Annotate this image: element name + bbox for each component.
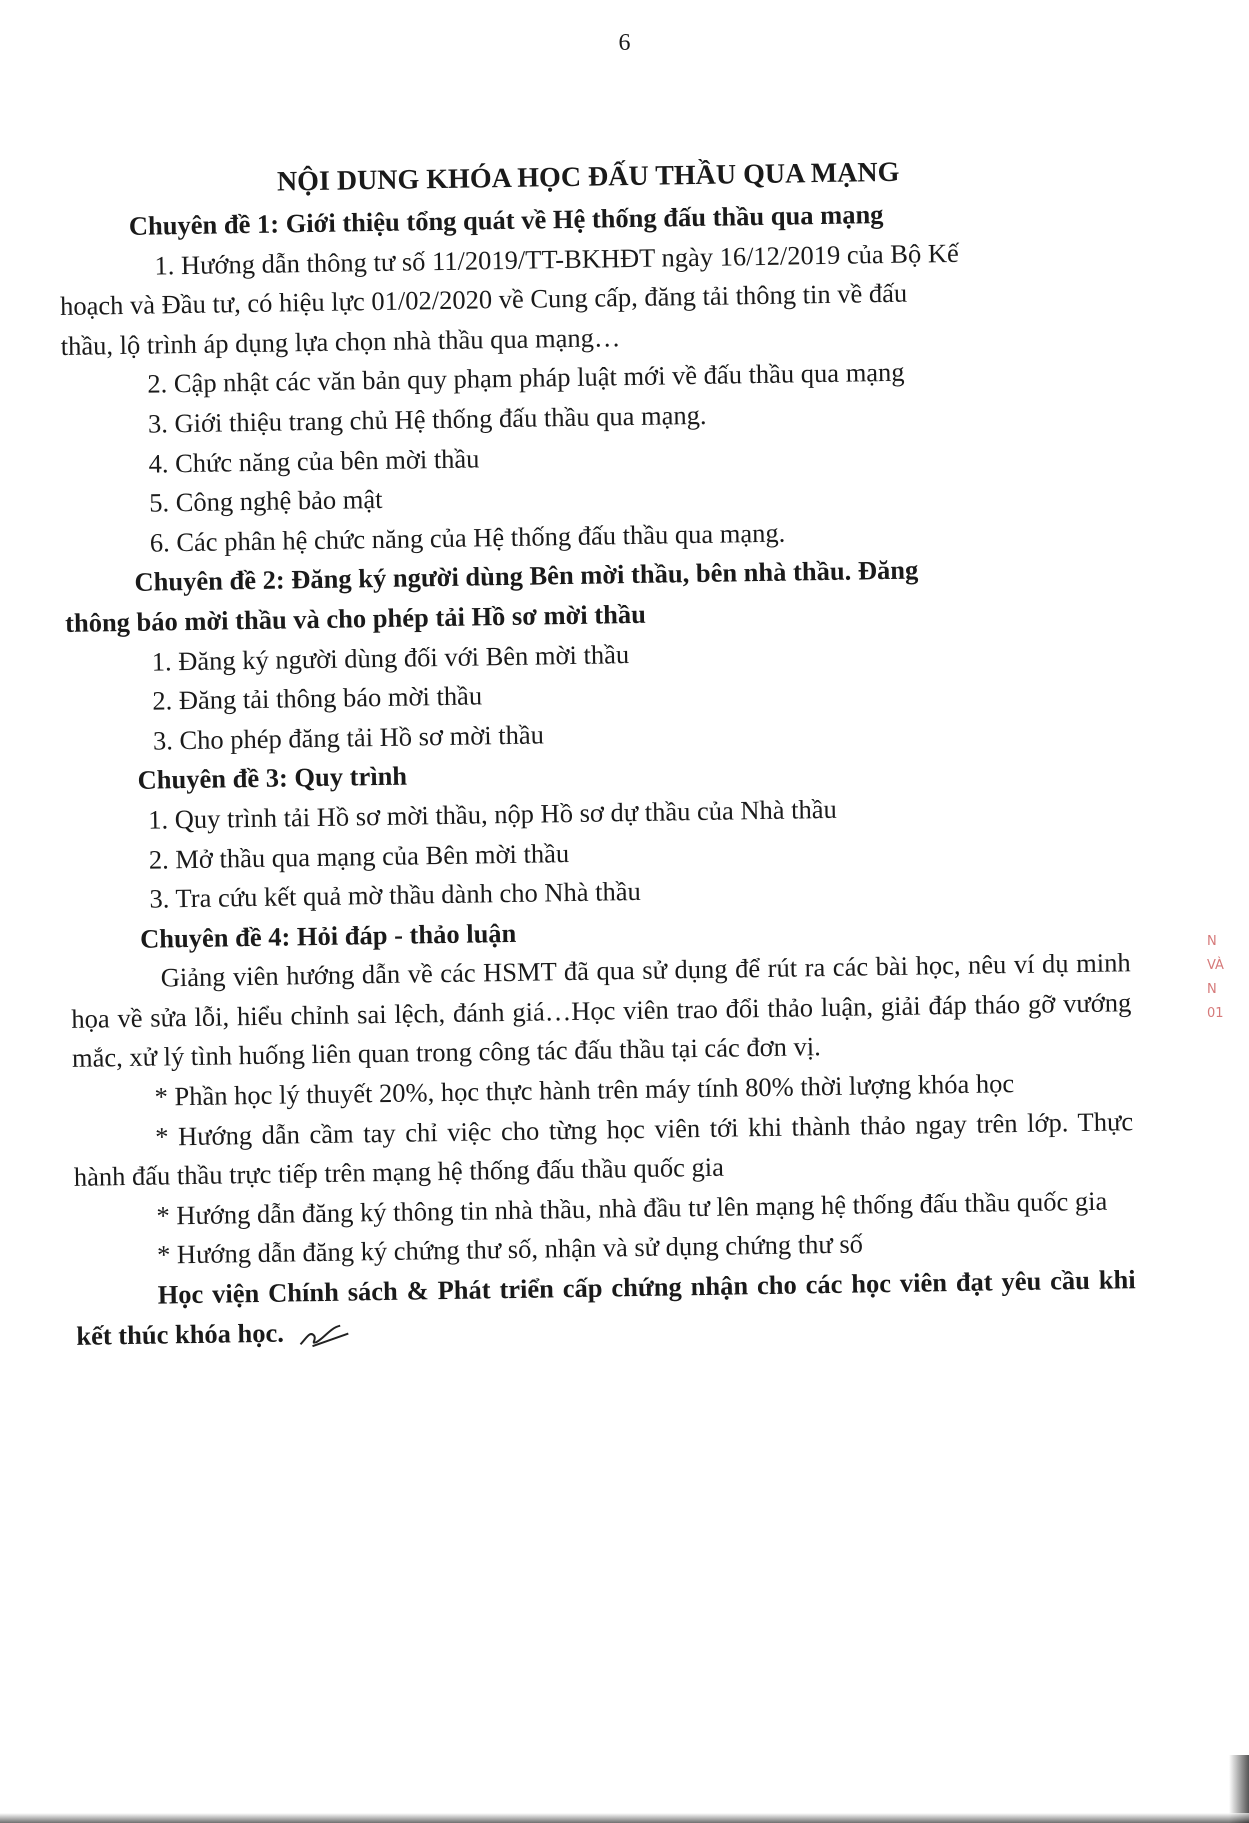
notes-section — [72, 1062, 1135, 1277]
document-body — [58, 153, 1137, 1356]
topic-1-item-6: 6. Các phân hệ chức năng của Hệ thống đấu thầu qua mạng. — [149, 517, 786, 558]
stamp-mark: N — [1207, 982, 1217, 997]
topic-1-item-3: 3. Giới thiệu trang chủ Hệ thống đấu thầu qua mạng. — [147, 399, 707, 439]
topic-4-heading: Chuyên đề 4: Hỏi đáp - thảo luận — [139, 917, 517, 954]
note-3: * Hướng dẫn đăng ký thông tin nhà thầu, nhà đầu tư lên mạng hệ thống đấu thầu quốc gia — [156, 1185, 1108, 1231]
topic-2-item-3: 3. Cho phép đăng tải Hồ sơ mời thầu — [152, 719, 545, 756]
topic-4-section — [70, 904, 1132, 1079]
topic-1-item-1-line-3: thầu, lộ trình áp dụng lựa chọn nhà thầu qua mạng… — [60, 321, 621, 361]
topic-3-item-3: 3. Tra cứu kết quả mờ thầu dành cho Nhà thầu — [149, 876, 641, 914]
closing-statement — [75, 1260, 1136, 1356]
stamp-mark: N — [1207, 934, 1217, 949]
topic-3-item-1: 1. Quy trình tải Hồ sơ mời thầu, nộp Hồ sơ dự thầu của Nhà thầu — [147, 793, 837, 835]
topic-1-item-5: 5. Công nghệ bảo mật — [149, 484, 383, 518]
closing-text: Học viện Chính sách & Phát triển cấp chứng nhận cho các học viên đạt yêu cầu khi kết thúc khóa học. — [76, 1264, 1136, 1351]
topic-2-heading-line-1: Chuyên đề 2: Đăng ký người dùng Bên mời thầu, bên nhà thầu. Đăng — [134, 554, 919, 598]
topic-1-item-4: 4. Chức năng của bên mời thầu — [148, 442, 480, 479]
topic-2-item-1: 1. Đăng ký người dùng đối với Bên mời thầu — [151, 638, 630, 677]
topic-3-heading: Chuyên đề 3: Quy trình — [137, 760, 408, 796]
stamp-mark: VÀ — [1207, 958, 1224, 973]
topic-1-item-2: 2. Cập nhật các văn bản quy phạm pháp luật mới về đấu thầu qua mạng — [147, 357, 905, 399]
note-4: * Hướng dẫn đăng ký chứng thư số, nhận và sử dụng chứng thư số — [156, 1228, 864, 1271]
topic-1-heading: Chuyên đề 1: Giới thiệu tổng quát về Hệ thống đấu thầu qua mạng — [128, 199, 884, 241]
topic-2-section — [64, 548, 1127, 763]
handwritten-initial-icon — [296, 1319, 352, 1350]
scan-bottom-shadow — [0, 1813, 1249, 1823]
note-2: * Hướng dẫn cầm tay chỉ việc cho từng học viên tới khi thành thảo ngay trên lớp. Thực hành đấu thầu trực tiếp trên mạng hệ thống đấu thầu quốc gia — [73, 1105, 1134, 1193]
stamp-mark: 01 — [1207, 1006, 1224, 1021]
document-title: NỘI DUNG KHÓA HỌC ĐẤU THẦU QUA MẠNG — [276, 156, 900, 198]
topic-3-section — [67, 746, 1129, 921]
note-1: * Phần học lý thuyết 20%, học thực hành trên máy tính 80% thời lượng khóa học — [154, 1068, 1015, 1112]
topic-1-section — [59, 191, 1124, 564]
topic-4-paragraph: Giảng viên hướng dẫn về các HSMT đã qua sử dụng để rút ra các bài học, nêu ví dụ minh họa về sửa lỗi, hiểu chỉnh sai lệch, đánh giá…Học viên trao đổi thảo luận, giải đáp tháo gỡ vướng mắc, xử lý tình huống liên quan trong công tác đấu thầu tại các đơn vị. — [71, 947, 1132, 1074]
topic-2-heading-line-2: thông báo mời thầu và cho phép tải Hồ sơ mời thầu — [64, 598, 647, 638]
topic-3-item-2: 2. Mở thầu qua mạng của Bên mời thầu — [148, 837, 570, 875]
topic-2-item-2: 2. Đăng tải thông báo mời thầu — [152, 680, 483, 716]
topic-1-item-1-line-2: hoạch và Đầu tư, có hiệu lực 01/02/2020 về Cung cấp, đăng tải thông tin về đấu — [59, 277, 908, 322]
topic-1-item-1-line-1: 1. Hướng dẫn thông tư số 11/2019/TT-BKHĐT ngày 16/12/2019 của Bộ Kế — [154, 237, 959, 281]
stamp-edge-marks — [1207, 930, 1241, 1170]
page-number: 6 — [618, 30, 631, 56]
